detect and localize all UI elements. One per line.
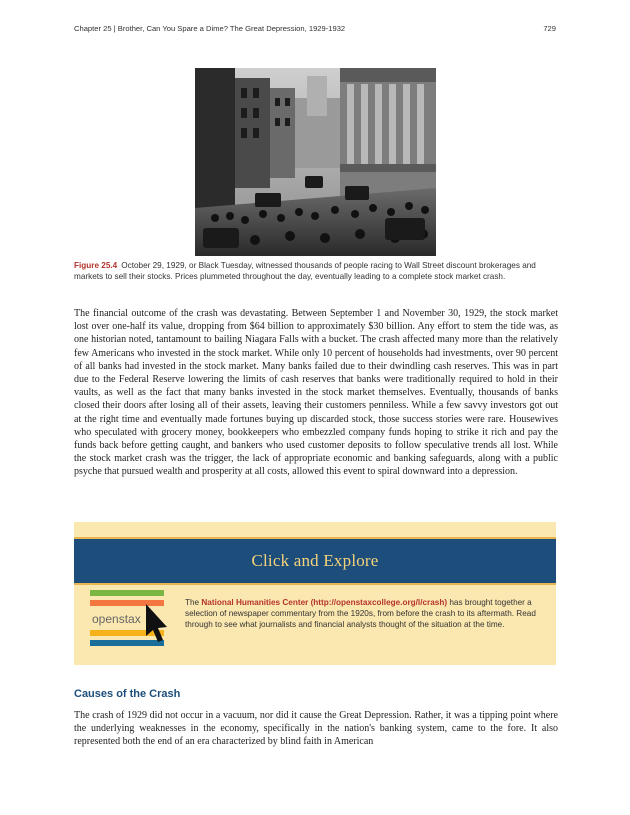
openstax-logo (90, 590, 172, 646)
page-number: 729 (543, 24, 556, 33)
body-paragraph-causes: The crash of 1929 did not occur in a vacuum, nor did it cause the Great Depression. Rather, it was a tipping point where the underlying weaknesses in the economy, specifically in the nation's banking system, came to the fore. It also represented both the end of an era characterized by blind faith in American (74, 710, 558, 748)
running-header (74, 24, 556, 33)
explore-title: Click and Explore (251, 551, 379, 570)
explore-description (185, 597, 540, 631)
chapter-title: Chapter 25 | Brother, Can You Spare a Dime? The Great Depression, 1929-1932 (74, 24, 346, 33)
click-and-explore-box (74, 522, 556, 665)
explore-text-before: The (185, 598, 202, 607)
black-tuesday-photo (195, 68, 436, 256)
figure-label: Figure 25.4 (74, 261, 118, 270)
explore-text-after: has brought together a selection of newspaper commentary from the 1920s, from before the crash to its aftermath. Read through to see what journalists and financial analysts thought of the situation at the time. (185, 598, 536, 630)
openstax-logo-text: openstax (92, 612, 141, 626)
explore-banner (74, 537, 556, 585)
national-humanities-center-link[interactable]: National Humanities Center (http://openstaxcollege.org/l/crash) (201, 598, 448, 607)
section-heading: Causes of the Crash (74, 688, 181, 700)
body-paragraph: The financial outcome of the crash was devastating. Between September 1 and November 30, 1929, the stock market lost over one-half its value, dropping from $64 billion to approximately $30 billion. Any effort to stem the tide was, as one historian noted, tantamount to bailing Niagara Falls with a bucket. The crash affected many more than the relatively few Americans who invested in the stock market. While only 10 percent of households had investments, over 90 percent of all banks had invested in the stock market. Many banks failed due to their dwindling cash reserves. This was in part due to the Federal Reserve lowering the limits of cash reserves that banks were traditionally required to hold in their vaults, as well as the fact that many banks invested in the stock market themselves. Eventually, thousands of banks closed their doors after losing all of their assets, leaving their customers penniless. While a few savvy investors got out at the right time and eventually made fortunes buying up discarded stock, those success stories were rare. Housewives who speculated with grocery money, bookkeepers who embezzled company funds hoping to strike it rich and pay the funds back before getting caught, and bankers who used customer deposits to follow speculative trends all lost. While the stock market crash was the trigger, the lack of appropriate economic and banking safeguards, along with a public psyche that pursued wealth and prosperity at all costs, allowed this event to spiral downward into a depression. (74, 308, 558, 478)
figure-caption (74, 260, 558, 283)
figure-caption-text: October 29, 1929, or Black Tuesday, witnessed thousands of people racing to Wall Street discount brokerages and markets to sell their stocks. Prices plummeted throughout the day, eventually leading to a complete stock market crash. (74, 261, 536, 282)
